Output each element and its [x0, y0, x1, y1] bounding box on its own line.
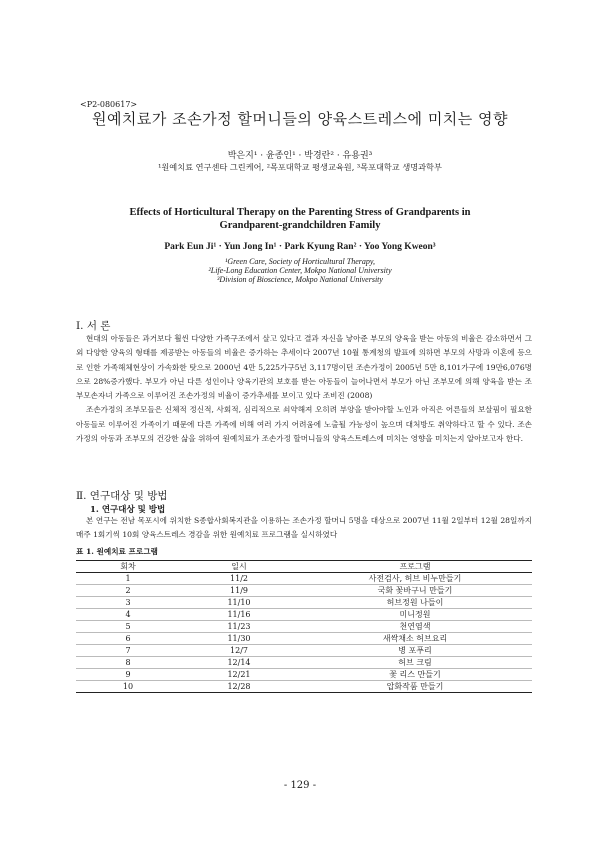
table-row — [76, 609, 532, 621]
cell-session: 3 — [76, 597, 180, 609]
column-header-date: 일시 — [180, 561, 298, 573]
english-affiliation-3: ³Division of Bioscience, Mokpo National University — [217, 275, 383, 284]
korean-affiliations: ¹원예치료 연구센타 그린케어, ²목포대학교 평생교육원, ³목포대학교 생명과학부 — [158, 162, 442, 172]
cell-program: 압화작품 만들기 — [298, 681, 532, 693]
table-caption: 표 1. 원예치료 프로그램 — [76, 547, 158, 556]
cell-session: 7 — [76, 645, 180, 657]
section2-heading: Ⅱ. 연구대상 및 방법 — [76, 490, 168, 502]
cell-session: 8 — [76, 657, 180, 669]
cell-program: 사전검사, 허브 비누만들기 — [298, 573, 532, 585]
table-row — [76, 633, 532, 645]
english-title-line1: Effects of Horticultural Therapy on the Parenting Stress of Grandparents in — [129, 207, 471, 218]
section1-paragraph-2: 조손가정의 조부모들은 신체적 정신적, 사회적, 심리적으로 쇠약해져 오히려 부양을 받아야할 노인과 아직은 어른들의 보살핌이 필요한 아동들로 이루어진 가족이기 때문에 다른 가족에 비해 여러 가지 어려움에 노출될 가능성이 높으며 대처방도 취약하다고 할 수 있다. 조손가정의 아동과 조부모의 건강한 삶을 위하여 원예치료가 조손가정 할머니들의 양육스트레스에 미치는 영향을 미치는지 알아보고자 한다. — [76, 405, 532, 444]
cell-session: 2 — [76, 585, 180, 597]
cell-session: 10 — [76, 681, 180, 693]
cell-session: 5 — [76, 621, 180, 633]
cell-session: 6 — [76, 633, 180, 645]
cell-date: 11/9 — [180, 585, 298, 597]
cell-program: 새싹채소 허브요리 — [298, 633, 532, 645]
table-header-row — [76, 561, 532, 573]
cell-program: 병 포푸리 — [298, 645, 532, 657]
section1-heading: Ⅰ. 서 론 — [76, 320, 111, 332]
section2-body — [76, 514, 532, 543]
cell-program: 미니정원 — [298, 609, 532, 621]
cell-date: 12/7 — [180, 645, 298, 657]
section2-paragraph: 본 연구는 전남 목포시에 위치한 S종합사회복지관을 이용하는 조손가정 할머니 5명을 대상으로 2007년 11월 2일부터 12월 28일까지 매주 1회기씩 10회 양육스트레스 경감을 위한 원예치료 프로그램을 실시하였다 — [76, 516, 532, 540]
cell-program: 허브 크림 — [298, 657, 532, 669]
cell-date: 11/10 — [180, 597, 298, 609]
table-row — [76, 573, 532, 585]
cell-date: 12/21 — [180, 669, 298, 681]
korean-title: 원예치료가 조손가정 할머니들의 양육스트레스에 미치는 영향 — [91, 110, 509, 128]
cell-program: 꽃 리스 만들기 — [298, 669, 532, 681]
cell-date: 11/16 — [180, 609, 298, 621]
cell-program: 국화 꽃바구니 만들기 — [298, 585, 532, 597]
english-title — [110, 206, 490, 232]
table-row — [76, 585, 532, 597]
cell-date: 11/23 — [180, 621, 298, 633]
section2-subheading: 1. 연구대상 및 방법 — [90, 505, 166, 515]
cell-date: 12/14 — [180, 657, 298, 669]
section1-paragraph-1: 현대의 아동들은 과거보다 훨씬 다양한 가족구조에서 살고 있다고 결과 자신을 낳아준 부모의 양육을 받는 아동의 비율은 감소하면서 그 외 다양한 양육의 형태를 제공받는 아동들의 비율은 증가하는 추세이다 2007년 10월 통계청의 발표에 의하면 부모의 사망과 이혼에 등으로 인한 가족해체현상이 가속화한 탓으로 2000년 4만 5,225가구5년 3,117명이던 조손가정이 2005년 5만 8,101가구에 19만6,076명으로 28%증가했다. 부모가 아닌 다른 성인이나 양육기관의 보호를 받는 아동들이 늘어나면서 부모가 아닌 조부모에 의해 양육을 받는 조부모손자녀 가족으로 이루어진 조손가정의 비율이 증가추세를 보이고 있다 조비진 (2008) — [76, 334, 532, 401]
column-header-program: 프로그램 — [298, 561, 532, 573]
cell-session: 1 — [76, 573, 180, 585]
column-header-session: 회차 — [76, 561, 180, 573]
table-row — [76, 681, 532, 693]
cell-date: 12/28 — [180, 681, 298, 693]
table-row — [76, 597, 532, 609]
cell-session: 4 — [76, 609, 180, 621]
english-title-line2: Grandparent-grandchildren Family — [219, 220, 381, 231]
table-row — [76, 657, 532, 669]
cell-program: 천연염색 — [298, 621, 532, 633]
program-table — [76, 560, 532, 693]
korean-authors: 박은지¹ · 윤종인¹ · 박경란² · 유용권³ — [227, 151, 373, 161]
cell-session: 9 — [76, 669, 180, 681]
english-affiliation-2: ²Life-Long Education Center, Mokpo National University — [208, 266, 392, 275]
english-affiliation-1: ¹Green Care, Society of Horticultural Therapy, — [224, 257, 375, 266]
page-number: - 129 - — [283, 780, 317, 791]
paper-code: <P2-080617> — [80, 100, 138, 109]
section1-body — [76, 332, 532, 446]
cell-date: 11/2 — [180, 573, 298, 585]
cell-date: 11/30 — [180, 633, 298, 645]
table-row — [76, 621, 532, 633]
table-row — [76, 669, 532, 681]
table-row — [76, 645, 532, 657]
cell-program: 허브정원 나들이 — [298, 597, 532, 609]
english-authors: Park Eun Ji¹ · Yun Jong In¹ · Park Kyung Ran² · Yoo Yong Kweon³ — [164, 242, 436, 252]
